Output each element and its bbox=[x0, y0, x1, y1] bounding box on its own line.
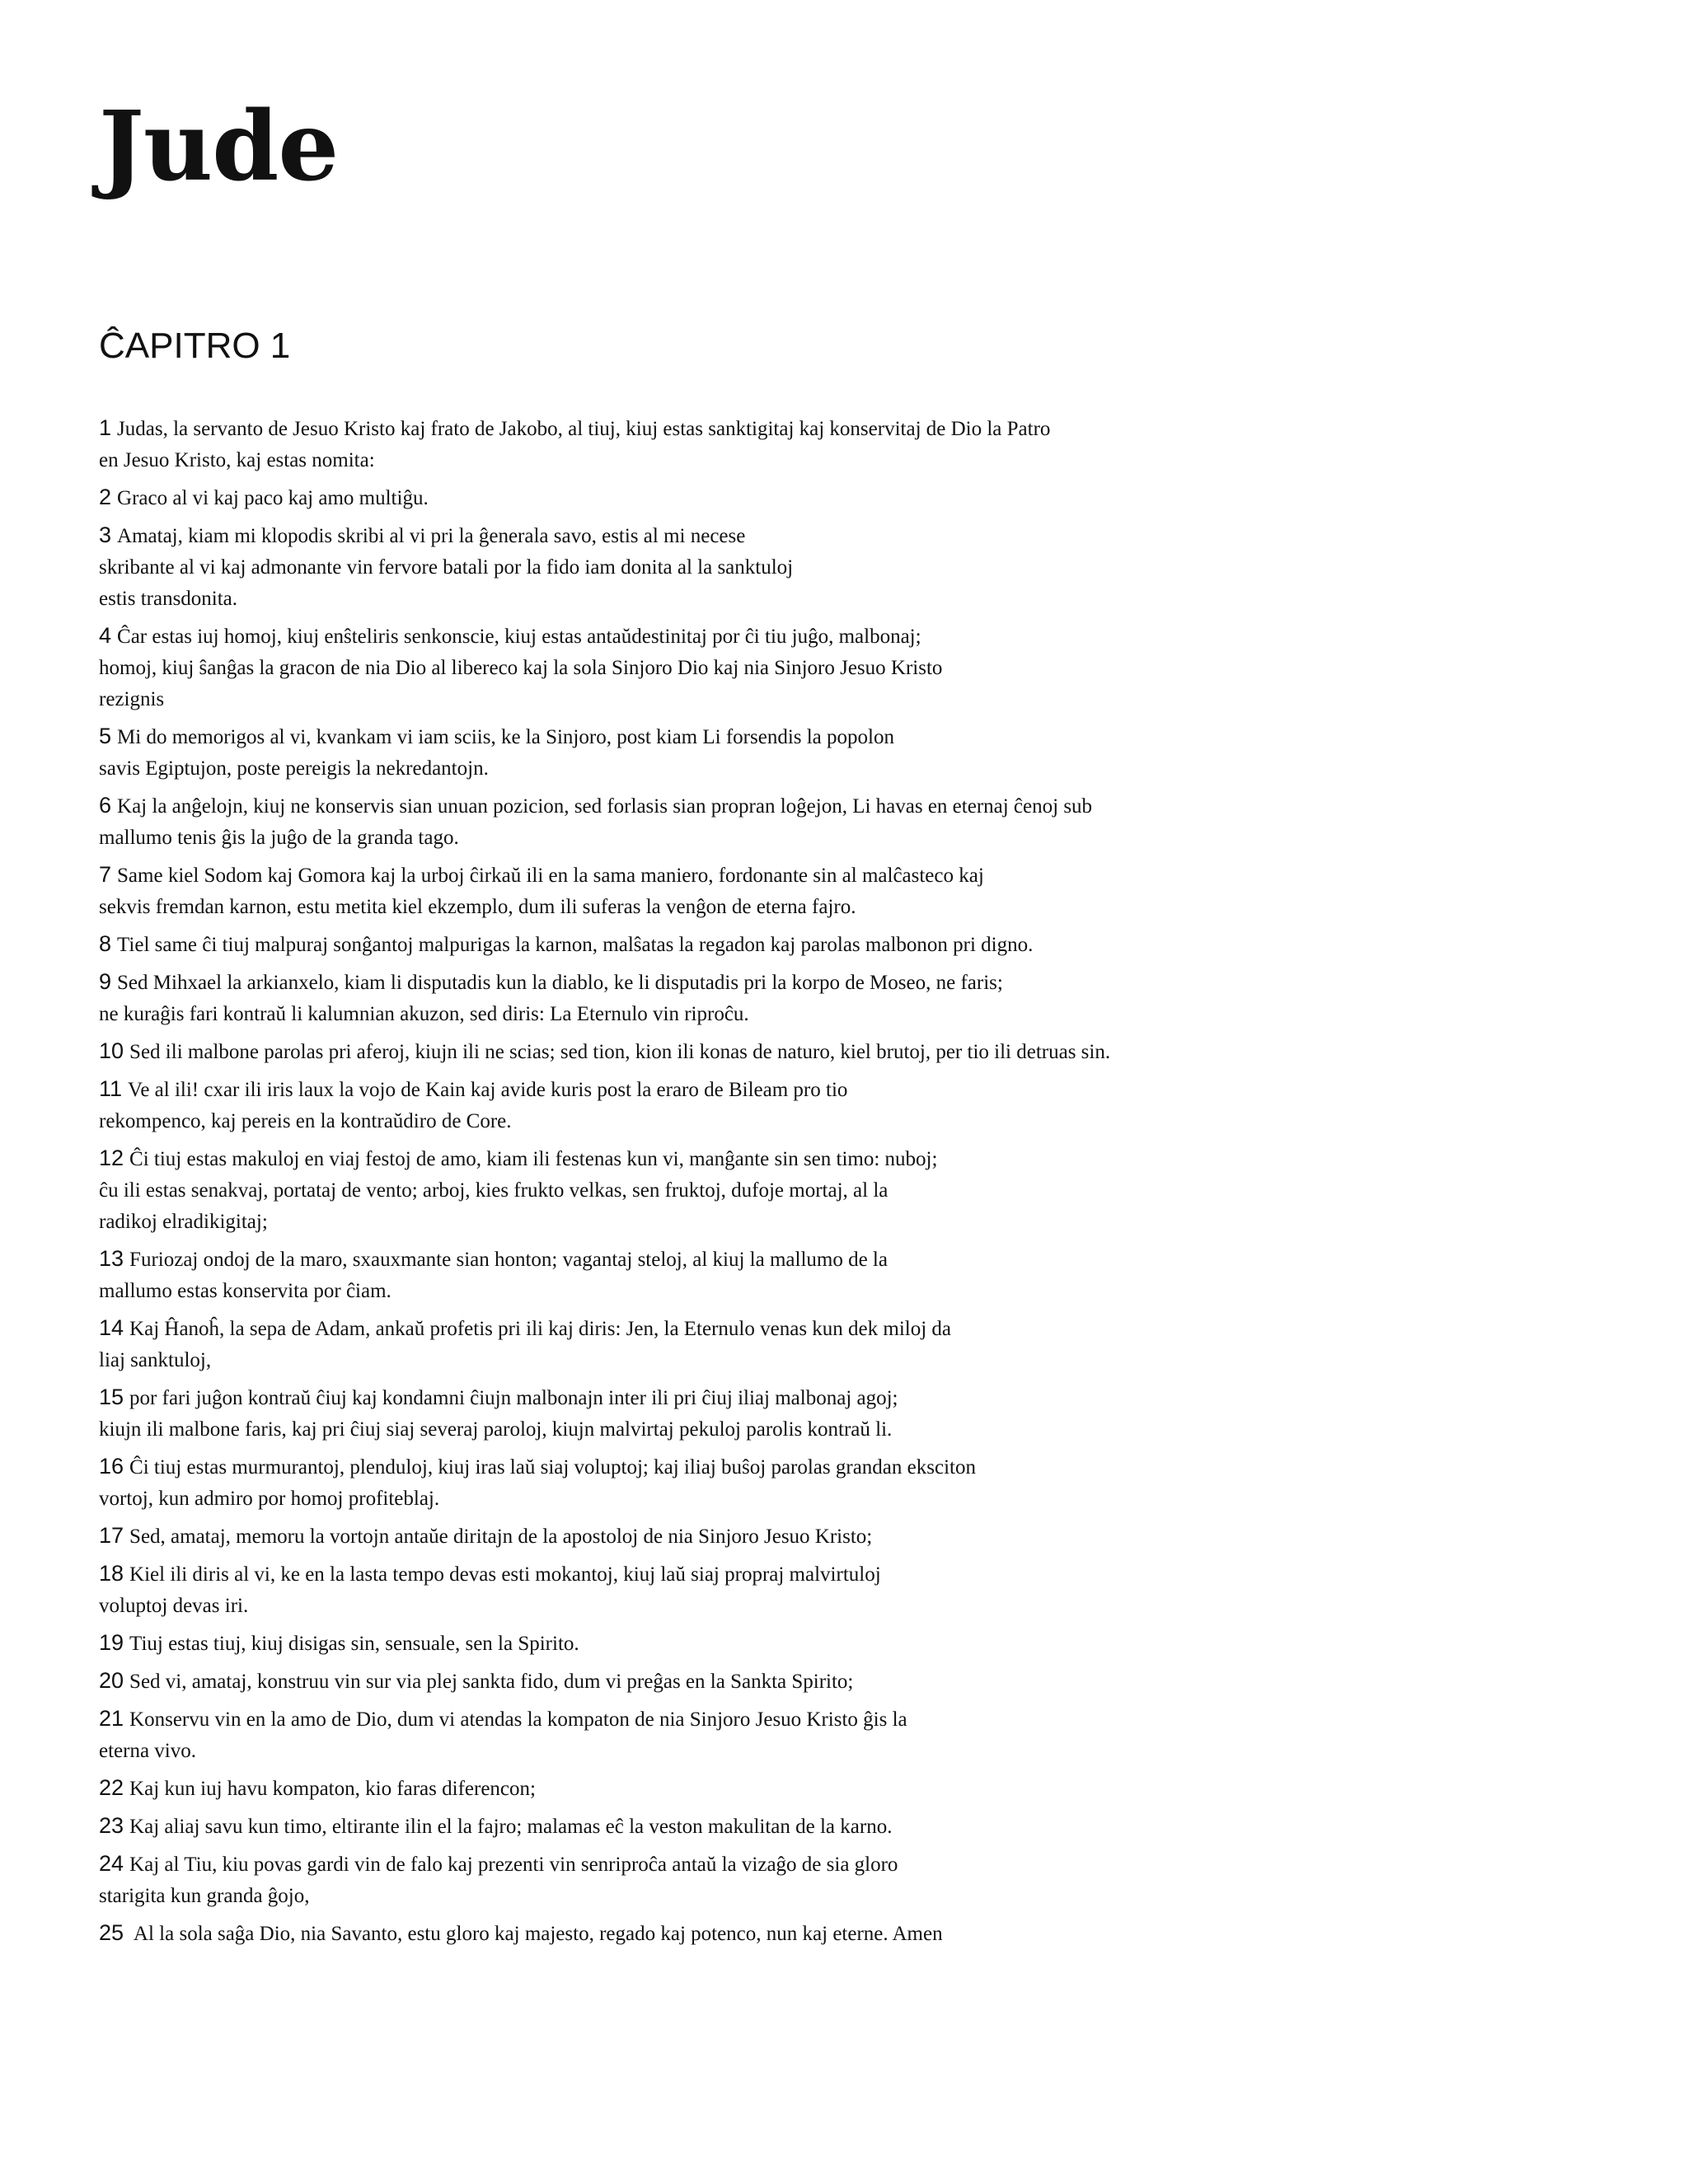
verse-line bbox=[99, 892, 1368, 923]
verse bbox=[99, 1381, 1368, 1446]
verse-line bbox=[99, 1175, 1368, 1207]
verse-line bbox=[99, 1414, 1368, 1446]
verse-line bbox=[99, 445, 1368, 476]
verse-text: Kaj al Tiu, kiu povas gardi vin de falo kaj prezenti vin senriproĉa antaŭ la vizaĝo de sia gloro bbox=[129, 1854, 898, 1876]
verse-line bbox=[99, 1848, 1368, 1881]
verse bbox=[99, 1243, 1368, 1307]
verse bbox=[99, 1627, 1368, 1660]
verse-text: radikoj elradikigitaj; bbox=[99, 1211, 268, 1233]
verse-text: Tiuj estas tiuj, kiuj disigas sin, sensuale, sen la Spirito. bbox=[129, 1633, 579, 1655]
verse-text: Konservu vin en la amo de Dio, dum vi atendas la kompaton de nia Sinjoro Jesuo Kristo ĝis la bbox=[129, 1708, 907, 1731]
verse-text: Sed vi, amataj, konstruu vin sur via plej sankta fido, dum vi preĝas en la Sankta Spirito; bbox=[129, 1671, 854, 1693]
verse bbox=[99, 1810, 1368, 1843]
verse bbox=[99, 1520, 1368, 1553]
verse-text: liaj sanktuloj, bbox=[99, 1349, 212, 1371]
verse-line bbox=[99, 684, 1368, 715]
verse-line bbox=[99, 753, 1368, 785]
verse-line bbox=[99, 859, 1368, 892]
verse-line bbox=[99, 790, 1368, 823]
verse-list bbox=[99, 412, 1368, 1955]
verse bbox=[99, 620, 1368, 715]
verse-line bbox=[99, 1520, 1368, 1553]
verse-line bbox=[99, 966, 1368, 999]
book-title: Jude bbox=[99, 91, 339, 203]
verse-text: Ĉi tiuj estas makuloj en viaj festoj de amo, kiam ili festenas kun vi, manĝante sin sen timo: nuboj; bbox=[129, 1148, 938, 1170]
verse bbox=[99, 1665, 1368, 1698]
verse-number: 22 bbox=[99, 1775, 124, 1800]
verse-number: 19 bbox=[99, 1630, 124, 1655]
verse-number: 5 bbox=[99, 724, 112, 748]
verse-line bbox=[99, 1483, 1368, 1515]
verse-text: Mi do memorigos al vi, kvankam vi iam sciis, ke la Sinjoro, post kiam Li forsendis la popolon bbox=[117, 726, 894, 748]
verse-line bbox=[99, 1627, 1368, 1660]
verse bbox=[99, 1848, 1368, 1912]
verse-text: ne kuraĝis fari kontraŭ li kalumnian akuzon, sed diris: La Eternulo vin riproĉu. bbox=[99, 1003, 749, 1025]
verse-text: vortoj, kun admiro por homoj profiteblaj. bbox=[99, 1488, 440, 1510]
verse-number: 2 bbox=[99, 485, 112, 509]
verse-text: Sed, amataj, memoru la vortojn antaŭe diritajn de la apostoloj de nia Sinjoro Jesuo Kristo; bbox=[129, 1526, 873, 1548]
verse-line bbox=[99, 928, 1368, 961]
verse-number: 4 bbox=[99, 623, 112, 648]
verse-line bbox=[99, 1917, 1368, 1950]
verse bbox=[99, 1703, 1368, 1767]
verse-text: Kiel ili diris al vi, ke en la lasta tempo devas esti mokantoj, kiuj laŭ siaj propraj malvirtuloj bbox=[129, 1563, 881, 1586]
verse-text: Kaj aliaj savu kun timo, eltirante ilin el la fajro; malamas eĉ la veston makulitan de la karno. bbox=[129, 1816, 893, 1838]
verse bbox=[99, 1451, 1368, 1515]
verse-text: ĉu ili estas senakvaj, portataj de vento; arboj, kies frukto velkas, sen fruktoj, dufoje mortaj, al la bbox=[99, 1179, 889, 1202]
verse-text: skribante al vi kaj admonante vin fervore batali por la fido iam donita al la sanktuloj bbox=[99, 556, 794, 579]
verse bbox=[99, 966, 1368, 1030]
verse-line bbox=[99, 1810, 1368, 1843]
verse-text: Same kiel Sodom kaj Gomora kaj la urboj ĉirkaŭ ili en la sama maniero, fordonante sin al malĉasteco kaj bbox=[117, 865, 984, 887]
verse bbox=[99, 859, 1368, 923]
verse bbox=[99, 1073, 1368, 1137]
verse-number: 13 bbox=[99, 1246, 124, 1271]
verse-text: Tiel same ĉi tiuj malpuraj sonĝantoj malpurigas la karnon, malŝatas la regadon kaj parolas malbonon pri digno. bbox=[117, 934, 1034, 956]
verse-number: 24 bbox=[99, 1851, 124, 1876]
verse-text: Kaj Ĥanoĥ, la sepa de Adam, ankaŭ profetis pri ili kaj diris: Jen, la Eternulo venas kun dek miloj da bbox=[129, 1318, 952, 1340]
verse-line bbox=[99, 823, 1368, 854]
verse-text: Ĉi tiuj estas murmurantoj, plenduloj, kiuj iras laŭ siaj voluptoj; kaj iliaj buŝoj parolas grandan eksciton bbox=[129, 1456, 976, 1479]
verse-line bbox=[99, 552, 1368, 583]
verse-number: 16 bbox=[99, 1454, 124, 1479]
verse-text: en Jesuo Kristo, kaj estas nomita: bbox=[99, 449, 375, 471]
verse-line bbox=[99, 1772, 1368, 1805]
verse-number: 1 bbox=[99, 415, 112, 440]
verse-line bbox=[99, 1276, 1368, 1307]
verse-line bbox=[99, 620, 1368, 653]
verse-text: homoj, kiuj ŝanĝas la gracon de nia Dio al libereco kaj la sola Sinjoro Dio kaj nia Sinjoro Jesuo Kristo bbox=[99, 657, 943, 679]
verse-line bbox=[99, 1073, 1368, 1106]
verse bbox=[99, 720, 1368, 785]
verse-text: Sed Mihxael la arkianxelo, kiam li disputadis kun la diablo, ke li disputadis pri la korpo de Moseo, ne faris; bbox=[117, 972, 1003, 994]
verse-number: 15 bbox=[99, 1385, 124, 1409]
verse bbox=[99, 412, 1368, 476]
verse bbox=[99, 1772, 1368, 1805]
verse-text: Judas, la servanto de Jesuo Kristo kaj frato de Jakobo, al tiuj, kiuj estas sanktigitaj kaj konservitaj de Dio la Patro bbox=[117, 418, 1051, 440]
verse-number: 11 bbox=[99, 1076, 123, 1101]
verse bbox=[99, 1142, 1368, 1238]
verse-line bbox=[99, 1451, 1368, 1483]
verse-line bbox=[99, 1312, 1368, 1345]
verse-text: Amataj, kiam mi klopodis skribi al vi pri la ĝenerala savo, estis al mi necese bbox=[117, 525, 746, 547]
verse-number: 3 bbox=[99, 523, 112, 547]
verse-number: 21 bbox=[99, 1706, 124, 1731]
verse-line bbox=[99, 1665, 1368, 1698]
chapter-title: ĈAPITRO 1 bbox=[99, 326, 291, 366]
verse-number: 10 bbox=[99, 1038, 124, 1063]
verse-number: 23 bbox=[99, 1813, 124, 1838]
verse-text: Ve al ili! cxar ili iris laux la vojo de Kain kaj avide kuris post la eraro de Bileam pro tio bbox=[128, 1079, 848, 1101]
verse-number: 6 bbox=[99, 793, 112, 818]
verse-line bbox=[99, 481, 1368, 514]
verse-text: rekompenco, kaj pereis en la kontraŭdiro de Core. bbox=[99, 1110, 512, 1132]
verse-text: Sed ili malbone parolas pri aferoj, kiujn ili ne scias; sed tion, kion ili konas de naturo, kiel brutoj, per tio ili detruas sin. bbox=[129, 1041, 1111, 1063]
verse-number: 17 bbox=[99, 1523, 124, 1548]
verse-number: 9 bbox=[99, 969, 112, 994]
verse-line bbox=[99, 412, 1368, 445]
verse bbox=[99, 1917, 1368, 1950]
verse-line bbox=[99, 519, 1368, 552]
verse bbox=[99, 1035, 1368, 1068]
verse-text: savis Egiptujon, poste pereigis la nekredantojn. bbox=[99, 757, 489, 780]
verse-text: Al la sola saĝa Dio, nia Savanto, estu gloro kaj majesto, regado kaj potenco, nun kaj eterne. Amen bbox=[129, 1923, 943, 1945]
verse-line bbox=[99, 1035, 1368, 1068]
verse bbox=[99, 1558, 1368, 1622]
verse-number: 14 bbox=[99, 1315, 124, 1340]
verse-line bbox=[99, 1703, 1368, 1736]
verse-number: 7 bbox=[99, 862, 112, 887]
verse-line bbox=[99, 1207, 1368, 1238]
verse bbox=[99, 1312, 1368, 1376]
verse-line bbox=[99, 1106, 1368, 1137]
verse-text: starigita kun granda ĝojo, bbox=[99, 1885, 310, 1907]
verse-text: por fari juĝon kontraŭ ĉiuj kaj kondamni ĉiujn malbonajn inter ili pri ĉiuj iliaj malbonaj agoj; bbox=[129, 1387, 898, 1409]
verse-line bbox=[99, 583, 1368, 615]
verse-line bbox=[99, 1243, 1368, 1276]
verse-text: Ĉar estas iuj homoj, kiuj enŝteliris senkonscie, kiuj estas antaŭdestinitaj por ĉi tiu juĝo, malbonaj; bbox=[117, 626, 921, 648]
verse-text: Furiozaj ondoj de la maro, sxauxmante sian honton; vagantaj steloj, al kiuj la mallumo de la bbox=[129, 1249, 888, 1271]
verse-text: mallumo estas konservita por ĉiam. bbox=[99, 1280, 392, 1302]
verse-line bbox=[99, 720, 1368, 753]
verse-number: 12 bbox=[99, 1146, 124, 1170]
verse bbox=[99, 481, 1368, 514]
verse-text: rezignis bbox=[99, 688, 165, 710]
verse-text: kiujn ili malbone faris, kaj pri ĉiuj siaj severaj paroloj, kiujn malvirtaj pekuloj parolis kontraŭ li. bbox=[99, 1418, 893, 1441]
verse-number: 25 bbox=[99, 1920, 124, 1945]
verse-line bbox=[99, 1381, 1368, 1414]
verse-text: Kaj kun iuj havu kompaton, kio faras diferencon; bbox=[129, 1778, 536, 1800]
verse-line bbox=[99, 1345, 1368, 1376]
verse-line bbox=[99, 999, 1368, 1030]
verse-line bbox=[99, 1736, 1368, 1767]
verse-text: sekvis fremdan karnon, estu metita kiel ekzemplo, dum ili suferas la venĝon de eterna fajro. bbox=[99, 896, 856, 918]
verse-line bbox=[99, 1142, 1368, 1175]
verse-text: Kaj la anĝelojn, kiuj ne konservis sian unuan pozicion, sed forlasis sian propran loĝejon, Li havas en eternaj ĉenoj sub bbox=[117, 795, 1093, 818]
verse bbox=[99, 790, 1368, 854]
verse-text: mallumo tenis ĝis la juĝo de la granda tago. bbox=[99, 827, 459, 849]
verse-text: voluptoj devas iri. bbox=[99, 1595, 249, 1617]
verse-line bbox=[99, 653, 1368, 684]
verse-line bbox=[99, 1558, 1368, 1591]
verse-line bbox=[99, 1591, 1368, 1622]
verse-text: estis transdonita. bbox=[99, 588, 238, 610]
verse-text: Graco al vi kaj paco kaj amo multiĝu. bbox=[117, 487, 429, 509]
verse bbox=[99, 928, 1368, 961]
verse-number: 18 bbox=[99, 1561, 124, 1586]
verse-number: 20 bbox=[99, 1668, 124, 1693]
verse-number: 8 bbox=[99, 931, 112, 956]
verse-text: eterna vivo. bbox=[99, 1740, 197, 1762]
verse-line bbox=[99, 1881, 1368, 1912]
verse bbox=[99, 519, 1368, 615]
